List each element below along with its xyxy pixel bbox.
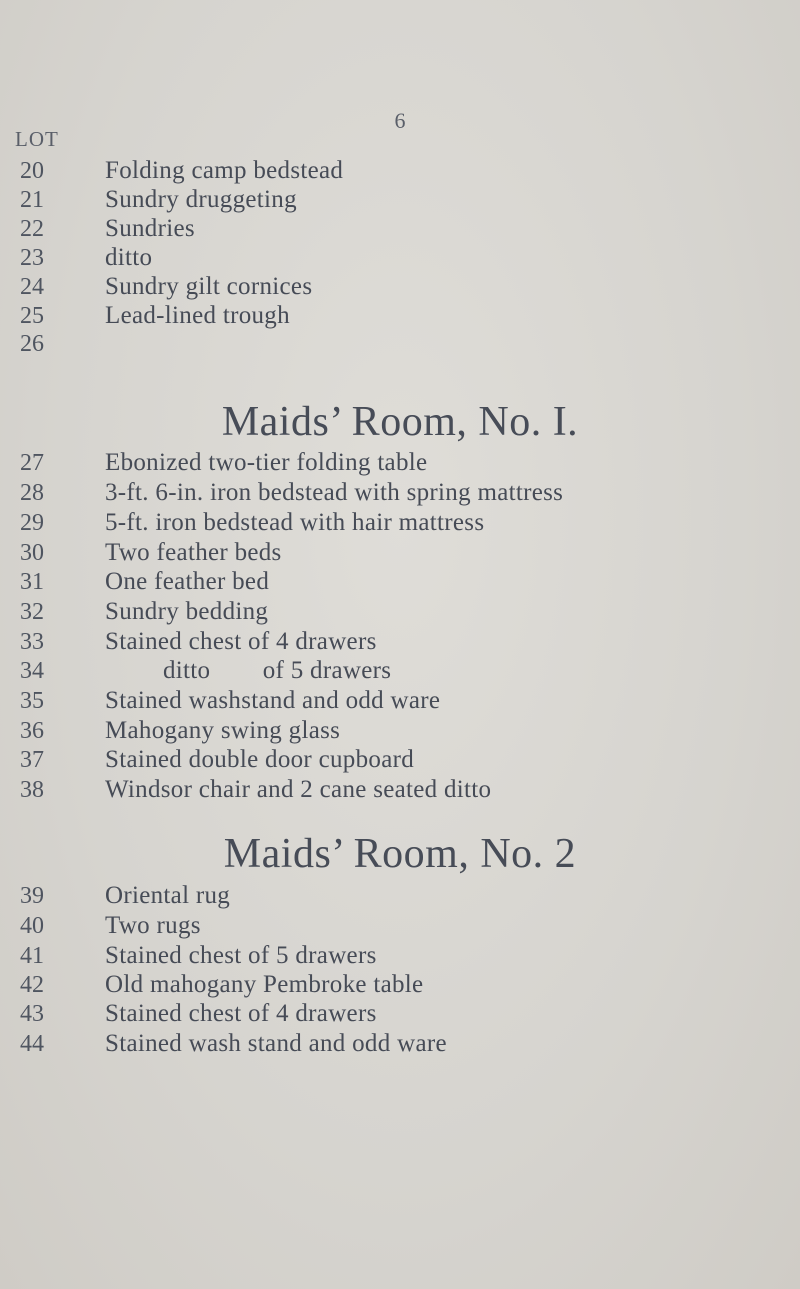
lot-description: 3-ft. 6-in. iron bedstead with spring mattress <box>105 479 564 506</box>
list-item <box>0 746 414 776</box>
lot-description: Sundry druggeting <box>105 186 297 213</box>
lot-description: Stained washstand and odd ware <box>105 687 441 714</box>
lot-number: 22 <box>20 216 44 242</box>
list-item <box>0 882 230 912</box>
list-item <box>0 942 377 972</box>
lot-number: 28 <box>20 480 44 506</box>
lot-description: Two feather beds <box>105 539 282 566</box>
lot-number: 26 <box>20 331 44 357</box>
lot-number: 23 <box>20 245 44 271</box>
lot-number: 40 <box>20 913 44 939</box>
list-item <box>0 687 440 717</box>
list-item <box>0 509 484 539</box>
lot-description: Sundry gilt cornices <box>105 273 313 300</box>
page-number: 6 <box>394 108 406 133</box>
section-heading: Maids’ Room, No. 2 <box>223 831 577 877</box>
list-item <box>0 912 201 942</box>
lot-number: 25 <box>20 303 44 329</box>
list-item <box>0 628 377 658</box>
lot-description: ditto of 5 drawers <box>163 657 392 684</box>
list-item <box>0 449 427 479</box>
lot-description: Mahogany swing glass <box>105 717 341 744</box>
list-item <box>0 657 391 687</box>
lot-number: 27 <box>20 450 44 476</box>
lot-number: 42 <box>20 972 44 998</box>
lot-description: Sundries <box>105 215 195 242</box>
list-item <box>0 302 290 332</box>
list-item <box>0 598 268 628</box>
lot-description: ditto <box>105 244 153 271</box>
lot-description: Oriental rug <box>105 882 231 909</box>
lot-description: Sundry bedding <box>105 598 269 625</box>
list-item <box>0 157 343 187</box>
lot-description: 5-ft. iron bedstead with hair mattress <box>105 509 485 536</box>
lot-description: Two rugs <box>105 912 201 939</box>
lot-number: 32 <box>20 599 44 625</box>
lot-number: 35 <box>20 688 44 714</box>
lot-description: Stained chest of 4 drawers <box>105 628 377 655</box>
list-item <box>0 186 297 216</box>
list-item <box>0 273 312 303</box>
lot-number: 30 <box>20 540 44 566</box>
lot-description: Windsor chair and 2 cane seated ditto <box>105 776 492 803</box>
list-item <box>0 244 152 274</box>
lot-description: Ebonized two-tier folding table <box>105 449 428 476</box>
lot-description: Stained wash stand and odd ware <box>105 1030 447 1057</box>
lot-number: 21 <box>20 187 44 213</box>
list-item <box>0 776 491 806</box>
lot-description: Stained chest of 4 drawers <box>105 1000 377 1027</box>
lot-number: 38 <box>20 777 44 803</box>
lot-description: One feather bed <box>105 568 270 595</box>
list-item <box>0 1000 377 1030</box>
lot-number: 33 <box>20 629 44 655</box>
list-item <box>0 479 563 509</box>
list-item <box>0 1030 447 1060</box>
lot-number: 43 <box>20 1001 44 1027</box>
list-item <box>0 717 340 747</box>
list-item <box>0 215 195 245</box>
section-heading: Maids’ Room, No. I. <box>221 399 579 445</box>
lot-number: 39 <box>20 883 44 909</box>
list-item <box>0 568 269 598</box>
lot-number: 36 <box>20 718 44 744</box>
lot-description: Lead-lined trough <box>105 302 290 329</box>
lot-number: 29 <box>20 510 44 536</box>
lot-number: 24 <box>20 274 44 300</box>
lot-description: Old mahogany Pembroke table <box>105 971 424 998</box>
lot-number: 20 <box>20 158 44 184</box>
lot-number: 41 <box>20 943 44 969</box>
lot-column-header: LOT <box>15 127 59 151</box>
list-item <box>0 539 282 569</box>
lot-number: 31 <box>20 569 44 595</box>
list-item <box>0 971 423 1001</box>
lot-description: Folding camp bedstead <box>105 157 344 184</box>
list-item <box>0 331 105 361</box>
lot-number: 34 <box>20 658 44 684</box>
lot-number: 37 <box>20 747 44 773</box>
lot-description: Stained double door cupboard <box>105 746 415 773</box>
lot-number: 44 <box>20 1031 44 1057</box>
lot-description: Stained chest of 5 drawers <box>105 942 377 969</box>
